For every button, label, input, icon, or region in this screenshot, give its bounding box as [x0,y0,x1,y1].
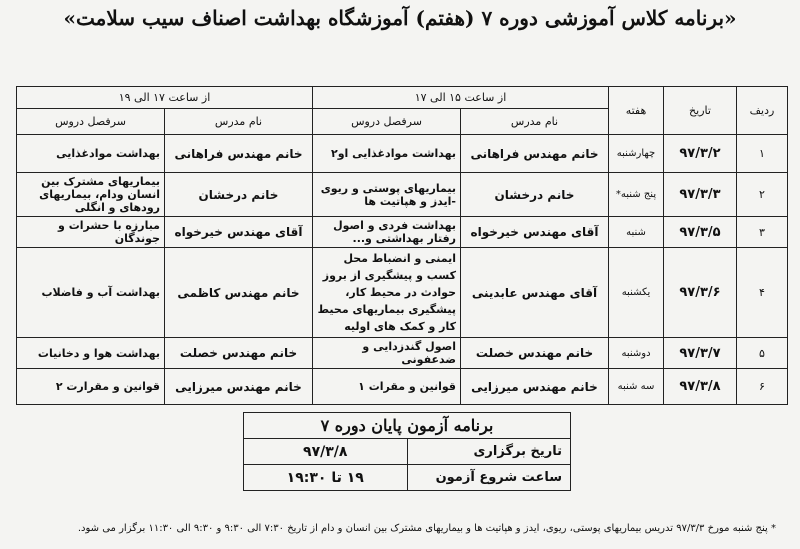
row-date: ۹۷/۳/۳ [664,173,737,217]
header-teacher-2: نام مدرس [165,109,313,135]
exam-title: برنامه آزمون پایان دوره ۷ [244,413,571,439]
row-syllabus-2: قوانین و مقرارت ۲ [17,369,165,405]
row-teacher-1: خانم مهندس فراهانی [461,135,609,173]
exam-time-value: ۱۹ تا ۱۹:۳۰ [244,465,408,491]
row-teacher-2: خانم مهندس خصلت [165,338,313,369]
table-row [17,173,788,217]
row-teacher-2: خانم مهندس میرزایی [165,369,313,405]
header-session1: از ساعت ۱۵ الی ۱۷ [313,87,609,109]
row-index: ۶ [737,369,788,405]
row-syllabus-1: بهداشت موادغذایی او۲ [313,135,461,173]
header-syllabus-1: سرفصل دروس [313,109,461,135]
footnote: * پنج شنبه مورخ ۹۷/۳/۳ تدریس بیماریهای پوستی، ریوی، ایدز و هپاتیت ها و بیماریهای مشترک بین انسان و دام از تاریخ ۷:۳۰ الی ۹:۳۰ و ۹:۳۰ الی ۱۱:۳۰ برگزار می شود. [77,523,776,534]
row-index: ۵ [737,338,788,369]
row-day: یکشنبه [609,248,664,338]
row-teacher-1: آقای مهندس خیرخواه [461,217,609,248]
header-day: هفته [609,87,664,135]
header-index: ردیف [737,87,788,135]
row-teacher-1: خانم درخشان [461,173,609,217]
row-teacher-2: خانم درخشان [165,173,313,217]
table-row [17,338,788,369]
header-teacher-1: نام مدرس [461,109,609,135]
row-date: ۹۷/۳/۷ [664,338,737,369]
exam-time-label: ساعت شروع آزمون [407,465,571,491]
row-syllabus-2: بهداشت آب و فاضلاب [17,248,165,338]
row-syllabus-1: اصول گندزدایی و ضدعفونی [313,338,461,369]
page-title: «برنامه کلاس آموزشی دوره ۷ (هفتم) آموزشگاه بهداشت اصناف سیب سلامت» [63,6,737,30]
table-row [17,217,788,248]
row-index: ۲ [737,173,788,217]
row-date: ۹۷/۳/۸ [664,369,737,405]
row-index: ۱ [737,135,788,173]
table-row [17,248,788,338]
row-syllabus-1: بیماریهای پوستی و ریوی -ایدز و هپاتیت ها [313,173,461,217]
row-teacher-2: خانم مهندس کاظمی [165,248,313,338]
row-syllabus-2: بهداشت موادغذایی [17,135,165,173]
exam-date-value: ۹۷/۳/۸ [244,439,408,465]
header-date: تاریخ [664,87,737,135]
row-syllabus-1: ایمنی و انضباط محل کسب و پیشگیری از بروز حوادث در محیط کار، پیشگیری بیماریهای محیط کار و کمک های اولیه [313,248,461,338]
row-date: ۹۷/۳/۵ [664,217,737,248]
exam-table [243,412,571,491]
header-syllabus-2: سرفصل دروس [17,109,165,135]
row-syllabus-1: قوانین و مقرات ۱ [313,369,461,405]
row-syllabus-2: بهداشت هوا و دخانیات [17,338,165,369]
row-day: پنج شنبه* [609,173,664,217]
row-syllabus-1: بهداشت فردی و اصول رفتار بهداشتی و... [313,217,461,248]
row-syllabus-2: بیماریهای مشترک بین انسان ودام، بیماریهای رودهای و انگلی [17,173,165,217]
row-teacher-2: آقای مهندس خیرخواه [165,217,313,248]
row-day: چهارشنبه [609,135,664,173]
row-day: دوشنبه [609,338,664,369]
row-index: ۴ [737,248,788,338]
table-row [17,135,788,173]
row-teacher-1: آقای مهندس عابدینی [461,248,609,338]
row-teacher-2: خانم مهندس فراهانی [165,135,313,173]
schedule-table [16,86,788,405]
row-teacher-1: خانم مهندس خصلت [461,338,609,369]
header-session2: از ساعت ۱۷ الی ۱۹ [17,87,313,109]
row-day: شنبه [609,217,664,248]
row-index: ۳ [737,217,788,248]
row-date: ۹۷/۳/۲ [664,135,737,173]
row-syllabus-2: مبارزه با حشرات و جوندگان [17,217,165,248]
row-teacher-1: خانم مهندس میرزایی [461,369,609,405]
table-row [17,369,788,405]
exam-date-label: تاریخ برگزاری [407,439,571,465]
row-day: سه شنبه [609,369,664,405]
row-date: ۹۷/۳/۶ [664,248,737,338]
